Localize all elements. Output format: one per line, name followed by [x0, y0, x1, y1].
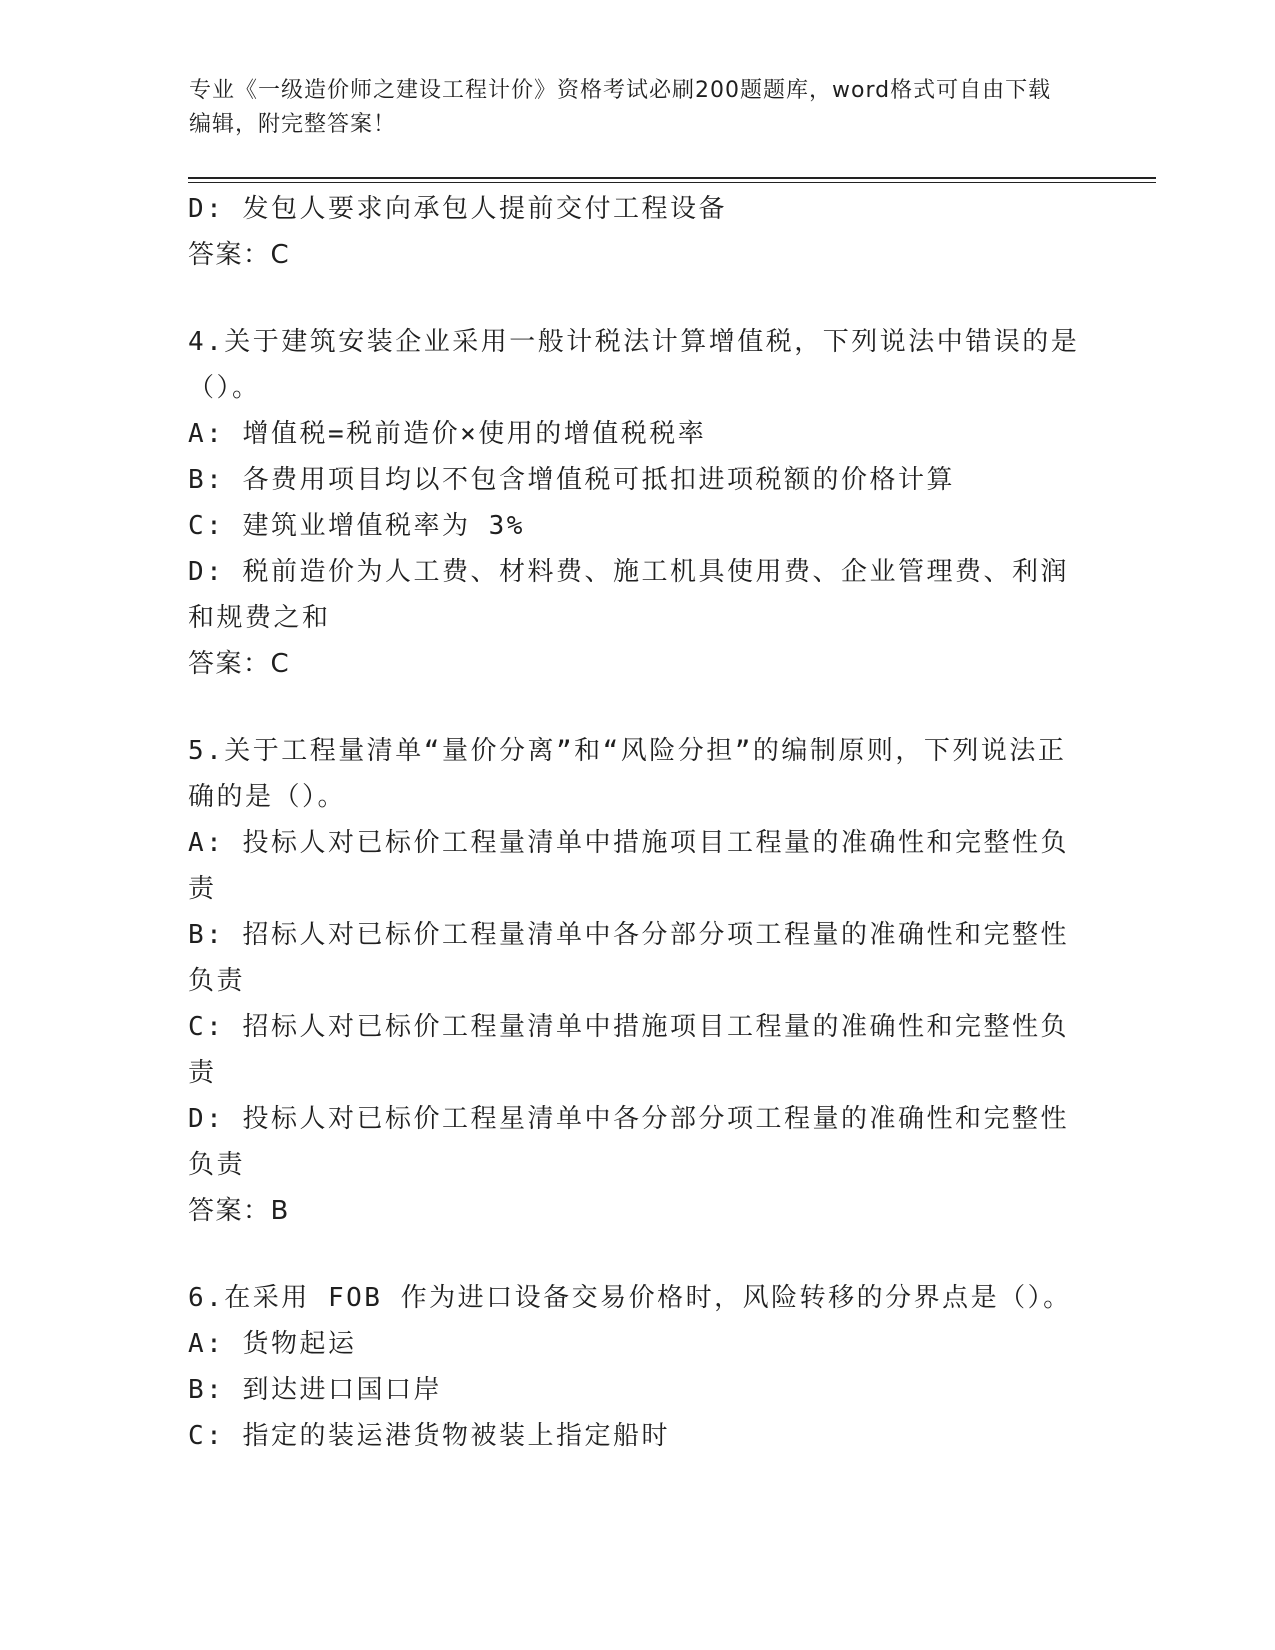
question-stem: 6.在采用 FOB 作为进口设备交易价格时，风险转移的分界点是（）。	[188, 1283, 1072, 1313]
option-d: D: 税前造价为人工费、材料费、施工机具使用费、企业管理费、利润和规费之和	[188, 557, 1069, 633]
spacer	[188, 278, 1088, 319]
option-b: B: 到达进口国口岸	[188, 1375, 442, 1405]
option-a: A: 货物起运	[188, 1329, 357, 1359]
question-3-tail	[188, 186, 1088, 278]
question-stem: 5.关于工程量清单“量价分离”和“风险分担”的编制原则，下列说法正确的是（）。	[188, 736, 1067, 812]
header-rule-thin	[188, 182, 1156, 183]
spacer	[188, 687, 1088, 728]
option-a: A: 增值税=税前造价×使用的增值税税率	[188, 419, 707, 449]
question-5	[188, 728, 1088, 1234]
answer-line: 答案：B	[188, 1196, 290, 1226]
question-list	[188, 186, 1088, 1459]
question-4	[188, 319, 1088, 687]
option-b: B: 招标人对已标价工程量清单中各分部分项工程量的准确性和完整性负责	[188, 920, 1069, 996]
option-c: C: 招标人对已标价工程量清单中措施项目工程量的准确性和完整性负责	[188, 1012, 1069, 1088]
option-c: C: 指定的装运港货物被装上指定船时	[188, 1421, 670, 1451]
option-d: D: 发包人要求向承包人提前交付工程设备	[188, 194, 727, 224]
answer-line: 答案：C	[188, 649, 291, 679]
question-6	[188, 1275, 1088, 1459]
option-c: C: 建筑业增值税率为 3%	[188, 511, 525, 541]
option-d: D: 投标人对已标价工程星清单中各分部分项工程量的准确性和完整性负责	[188, 1104, 1069, 1180]
document-header: 专业《一级造价师之建设工程计价》资格考试必刷200题题库，word格式可自由下载编辑，附完整答案！	[189, 78, 1052, 137]
question-stem: 4.关于建筑安装企业采用一般计税法计算增值税，下列说法中错误的是（）。	[188, 327, 1080, 403]
header-rule-thick	[188, 177, 1156, 179]
answer-line: 答案：C	[188, 240, 291, 270]
option-a: A: 投标人对已标价工程量清单中措施项目工程量的准确性和完整性负责	[188, 828, 1069, 904]
spacer	[188, 1234, 1088, 1275]
option-b: B: 各费用项目均以不包含增值税可抵扣进项税额的价格计算	[188, 465, 955, 495]
